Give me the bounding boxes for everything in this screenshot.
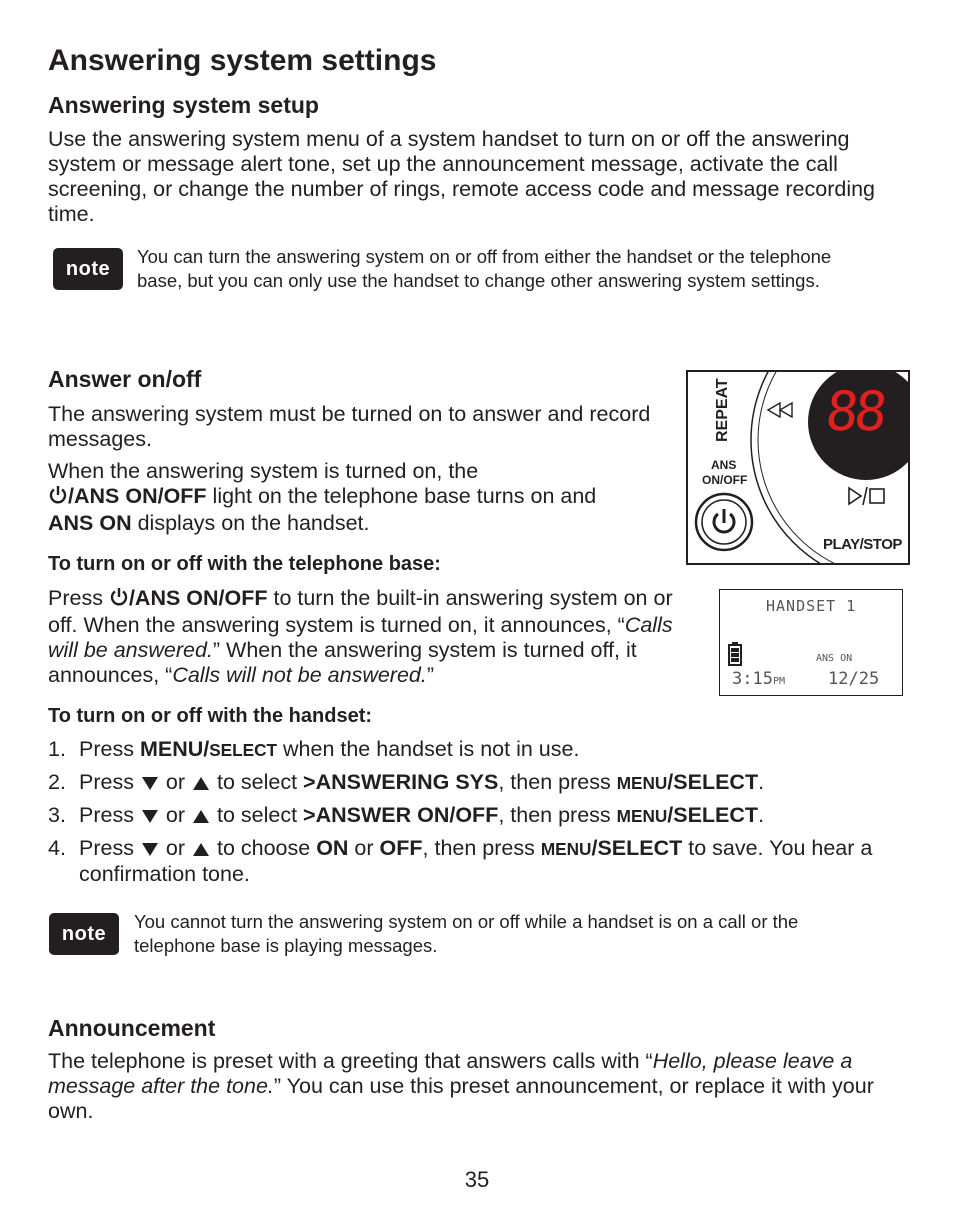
repeat-label: REPEAT: [714, 378, 731, 442]
ans-label: ANS: [711, 458, 737, 472]
setup-heading: Answering system setup: [48, 92, 319, 118]
page-number: 35: [464, 1167, 490, 1192]
handset-lcd-image: [719, 589, 903, 696]
setup-body: Use the answering system menu of a system handset to turn on or off the answering system or message alert tone, set up the announcement message, activate the call screening, or change the number of rings, remote access code and message recording time.: [48, 127, 876, 226]
up-arrow-icon: [193, 843, 209, 856]
telephone-base-image: [686, 370, 910, 565]
lcd-date: 12/25: [828, 669, 880, 689]
playstop-label: PLAY/STOP: [823, 536, 902, 553]
answer-onoff-p2: When the answering system is turned on, the /ANS ON/OFF light on the telephone base turns on and ANS ON displays on the handset.: [48, 459, 597, 535]
lcd-ans-on: ANS ON: [816, 653, 853, 664]
lcd-time: 3:15PM: [732, 669, 785, 689]
lcd-handset-line: HANDSET 1: [766, 597, 857, 615]
message-counter: 88: [822, 380, 887, 443]
down-arrow-icon: [142, 810, 158, 823]
up-arrow-icon: [193, 810, 209, 823]
announcement-heading: Announcement: [48, 1015, 216, 1041]
up-arrow-icon: [193, 777, 209, 790]
note-badge: note: [49, 913, 119, 955]
answer-onoff-p1: The answering system must be turned on to answer and record messages.: [48, 402, 651, 451]
down-arrow-icon: [142, 777, 158, 790]
page-title: Answering system settings: [48, 44, 437, 77]
announcement-body: The telephone is preset with a greeting that answers calls with “Hello, please leave a message after the tone.” You can use this preset announcement, or replace it with your own.: [48, 1049, 874, 1123]
power-icon: [48, 485, 68, 511]
base-instructions: Press /ANS ON/OFF to turn the built-in answering system on or off. When the answering system is turned on, it announces, “Calls will be answered.” When the answering system is turned off, it announces, “Calls will not be answered.”: [48, 586, 673, 687]
power-icon: [109, 587, 129, 613]
answer-onoff-heading: Answer on/off: [48, 366, 202, 392]
down-arrow-icon: [142, 843, 158, 856]
note-text: You can turn the answering system on or off from either the handset or the telephone base, but you can only use the handset to change other answering system settings.: [137, 246, 832, 291]
note-badge: note: [53, 248, 123, 290]
handset-heading: To turn on or off with the handset:: [48, 705, 373, 727]
onoff-label: ON/OFF: [702, 473, 748, 487]
battery-icon: [728, 642, 742, 670]
note-text: You cannot turn the answering system on or off while a handset is on a call or the telephone base is playing messages.: [134, 911, 799, 956]
base-heading: To turn on or off with the telephone base:: [48, 553, 441, 575]
